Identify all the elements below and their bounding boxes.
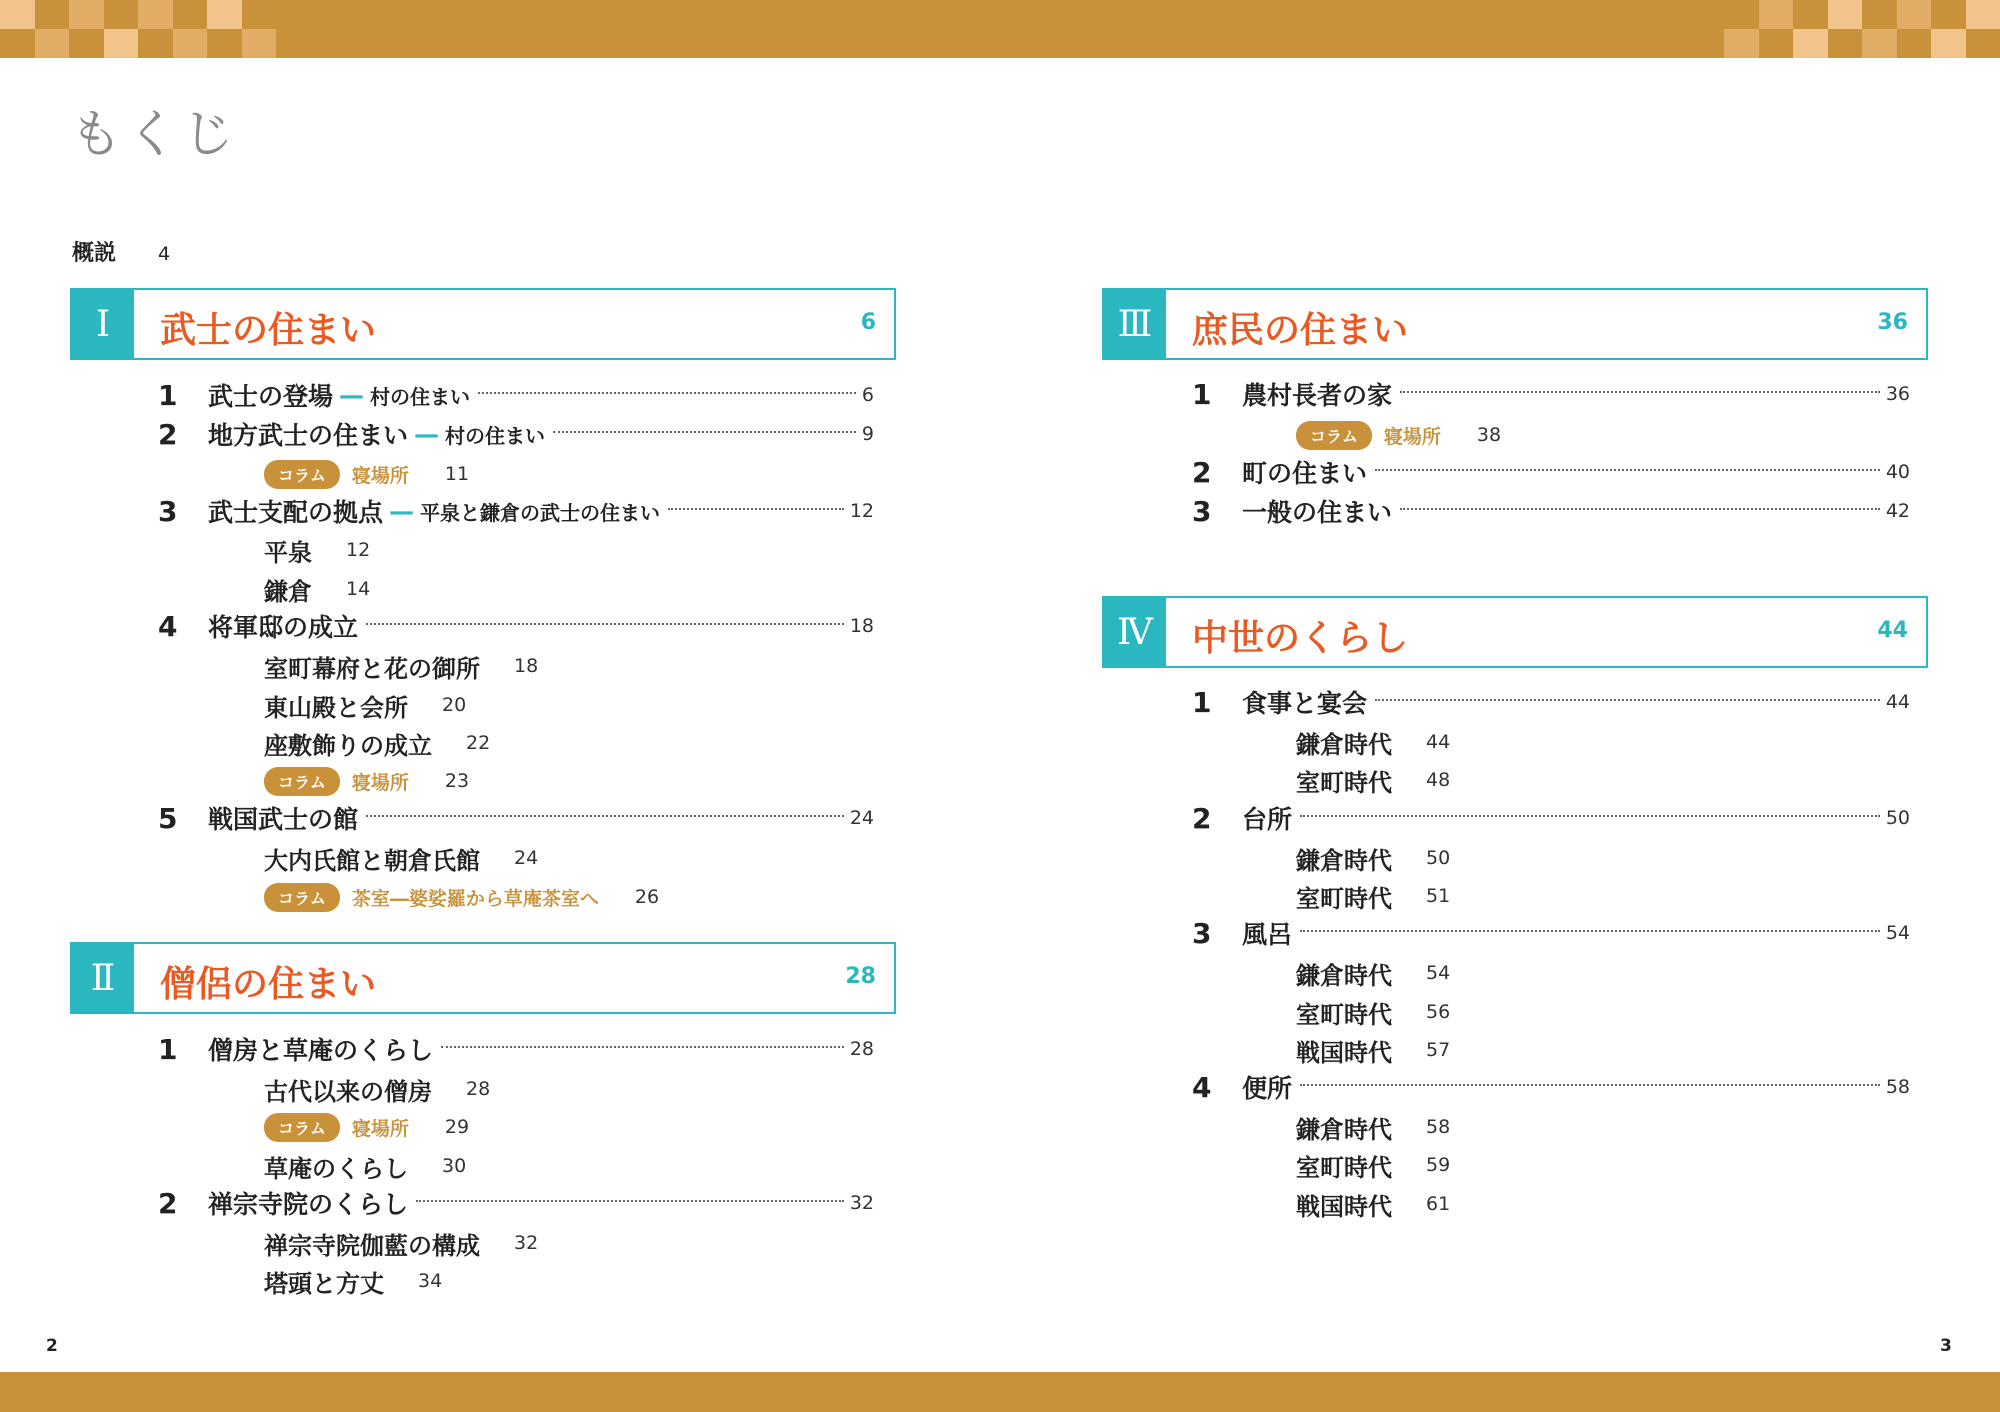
entry-title: 禅宗寺院のくらし xyxy=(208,1190,409,1219)
entry-title: 台所 xyxy=(1242,805,1293,834)
toc-subentry[interactable] xyxy=(264,688,466,722)
entry-title: 便所 xyxy=(1242,1074,1293,1103)
section-header-1[interactable] xyxy=(70,288,896,360)
toc-subentry[interactable] xyxy=(264,1149,466,1183)
column-title: 寝場所 xyxy=(1383,425,1441,448)
entry-number: 3 xyxy=(158,494,178,528)
subentry-title: 平泉 xyxy=(264,538,312,567)
toc-subentry[interactable] xyxy=(1296,1148,1450,1182)
entry-page: 18 xyxy=(849,615,874,637)
toc-entry[interactable] xyxy=(1192,377,1910,411)
toc-entry[interactable] xyxy=(1192,801,1910,835)
toc-entry[interactable] xyxy=(1192,494,1910,528)
dot-leader xyxy=(1300,930,1880,932)
column-entry[interactable] xyxy=(264,766,469,796)
subentry-title: 室町幕府と花の御所 xyxy=(264,654,480,683)
entry-number: 2 xyxy=(158,1186,178,1220)
section-page: 28 xyxy=(845,964,876,989)
entry-title: 概説 xyxy=(72,241,117,266)
subentry-title: 室町時代 xyxy=(1296,1000,1392,1029)
column-title: 寝場所 xyxy=(351,464,409,487)
subentry-title: 室町時代 xyxy=(1296,884,1392,913)
subentry-title: 鎌倉時代 xyxy=(1296,1115,1392,1144)
section-header-2[interactable] xyxy=(70,942,896,1014)
subentry-title: 室町時代 xyxy=(1296,768,1392,797)
column-page: 11 xyxy=(444,463,470,485)
column-title: 寝場所 xyxy=(351,771,409,794)
toc-subentry[interactable] xyxy=(1296,1187,1450,1221)
toc-subentry[interactable] xyxy=(264,533,370,567)
toc-subentry[interactable] xyxy=(1296,763,1450,797)
entry-page: 36 xyxy=(1885,383,1910,405)
subentry-page: 50 xyxy=(1426,847,1451,869)
entry-page: 9 xyxy=(861,423,874,445)
entry-number: 3 xyxy=(1192,916,1212,950)
section-title: 武士の住まい xyxy=(160,310,377,351)
entry-number: 5 xyxy=(158,801,178,835)
entry-number: 1 xyxy=(1192,377,1212,411)
subentry-page: 32 xyxy=(514,1232,539,1254)
dash-separator: — xyxy=(339,380,365,410)
subentry-page: 28 xyxy=(466,1078,491,1100)
section-number: Ⅲ xyxy=(1104,290,1166,358)
section-page: 44 xyxy=(1877,618,1908,643)
toc-subentry[interactable] xyxy=(264,726,490,760)
subentry-title: 鎌倉時代 xyxy=(1296,961,1392,990)
toc-subentry[interactable] xyxy=(264,1264,442,1298)
dot-leader xyxy=(1375,699,1880,701)
entry-number: 2 xyxy=(1192,801,1212,835)
dash-separator: — xyxy=(389,496,415,526)
column-entry[interactable] xyxy=(264,459,469,489)
entry-page: 44 xyxy=(1885,691,1910,713)
dot-leader xyxy=(478,392,856,394)
entry-page: 12 xyxy=(849,500,874,522)
subentry-title: 鎌倉 xyxy=(264,577,312,606)
subentry-page: 48 xyxy=(1426,769,1451,791)
section-number: Ⅱ xyxy=(72,944,134,1012)
toc-subentry[interactable] xyxy=(1296,1110,1450,1144)
entry-page: 32 xyxy=(849,1192,874,1214)
top-band xyxy=(0,0,2000,58)
subentry-page: 14 xyxy=(346,578,371,600)
entry-number: 4 xyxy=(158,609,178,643)
toc-subentry[interactable] xyxy=(1296,841,1450,875)
entry-number: 4 xyxy=(1192,1070,1212,1104)
column-badge: コラム xyxy=(264,767,340,796)
column-title: 寝場所 xyxy=(351,1117,409,1140)
subentry-page: 57 xyxy=(1426,1039,1451,1061)
subentry-title: 東山殿と会所 xyxy=(264,693,408,722)
subentry-page: 54 xyxy=(1426,962,1451,984)
column-badge: コラム xyxy=(264,460,340,489)
entry-title: 将軍邸の成立 xyxy=(208,613,359,642)
toc-subentry[interactable] xyxy=(1296,879,1450,913)
section-number: Ⅰ xyxy=(72,290,134,358)
dot-leader xyxy=(416,1200,844,1202)
bottom-band xyxy=(0,1372,2000,1412)
toc-entry[interactable] xyxy=(1192,685,1910,719)
dot-leader xyxy=(1400,391,1880,393)
entry-page: 40 xyxy=(1885,461,1910,483)
subentry-title: 鎌倉時代 xyxy=(1296,846,1392,875)
entry-page: 6 xyxy=(861,384,874,406)
toc-entry[interactable] xyxy=(158,378,874,412)
section-number: Ⅳ xyxy=(1104,598,1166,666)
toc-entry[interactable] xyxy=(158,1032,874,1066)
toc-subentry[interactable] xyxy=(1296,995,1450,1029)
toc-entry-gaisetsu[interactable] xyxy=(72,236,170,267)
toc-subentry[interactable] xyxy=(264,1226,538,1260)
section-title: 庶民の住まい xyxy=(1192,310,1409,351)
subentry-page: 12 xyxy=(346,539,371,561)
page-title: もくじ xyxy=(70,105,239,165)
entry-title: 風呂 xyxy=(1242,920,1293,949)
dash-separator: — xyxy=(414,419,440,449)
dot-leader xyxy=(553,431,856,433)
section-page: 36 xyxy=(1877,310,1908,335)
column-page: 29 xyxy=(444,1116,470,1138)
subentry-page: 24 xyxy=(514,847,539,869)
entry-title: 武士支配の拠点 xyxy=(208,498,384,527)
entry-title: 食事と宴会 xyxy=(1242,689,1368,718)
subentry-title: 室町時代 xyxy=(1296,1153,1392,1182)
subentry-title: 草庵のくらし xyxy=(264,1154,408,1183)
toc-subentry[interactable] xyxy=(264,1072,490,1106)
entry-number: 3 xyxy=(1192,494,1212,528)
section-header-3[interactable] xyxy=(1102,288,1928,360)
entry-title: 一般の住まい xyxy=(1242,498,1393,527)
subentry-page: 56 xyxy=(1426,1001,1451,1023)
entry-page: 42 xyxy=(1885,500,1910,522)
toc-entry[interactable] xyxy=(158,494,874,528)
subentry-page: 30 xyxy=(442,1155,467,1177)
dot-leader xyxy=(366,623,844,625)
entry-number: 2 xyxy=(158,417,178,451)
column-badge: コラム xyxy=(264,1113,340,1142)
page-number-right: 3 xyxy=(1940,1336,1952,1356)
dot-leader xyxy=(1400,508,1880,510)
toc-entry[interactable] xyxy=(158,417,874,451)
column-badge: コラム xyxy=(264,883,340,912)
entry-number: 1 xyxy=(158,378,178,412)
subentry-page: 22 xyxy=(466,732,491,754)
toc-entry[interactable] xyxy=(158,801,874,835)
section-page: 6 xyxy=(860,310,876,335)
entry-number: 2 xyxy=(1192,455,1212,489)
entry-number: 1 xyxy=(1192,685,1212,719)
toc-entry[interactable] xyxy=(158,609,874,643)
column-entry[interactable] xyxy=(264,882,659,912)
dot-leader xyxy=(366,815,844,817)
entry-subtitle: 平泉と鎌倉の武士の住まい xyxy=(420,500,661,525)
subentry-page: 58 xyxy=(1426,1116,1451,1138)
dot-leader xyxy=(1300,815,1880,817)
subentry-title: 戦国時代 xyxy=(1296,1038,1392,1067)
toc-entry[interactable] xyxy=(158,1186,874,1220)
dot-leader xyxy=(1300,1084,1880,1086)
column-entry[interactable] xyxy=(264,1112,469,1142)
section-title: 僧侶の住まい xyxy=(160,964,377,1005)
toc-entry[interactable] xyxy=(1192,455,1910,489)
toc-subentry[interactable] xyxy=(1296,956,1450,990)
subentry-title: 鎌倉時代 xyxy=(1296,730,1392,759)
dot-leader xyxy=(441,1046,844,1048)
entry-page: 54 xyxy=(1885,922,1910,944)
entry-page: 58 xyxy=(1885,1076,1910,1098)
section-title: 中世のくらし xyxy=(1192,618,1409,659)
dot-leader xyxy=(668,508,844,510)
toc-subentry[interactable] xyxy=(264,572,370,606)
column-entry[interactable] xyxy=(1296,420,1501,450)
entry-title: 町の住まい xyxy=(1242,459,1368,488)
entry-title: 地方武士の住まい xyxy=(208,421,409,450)
entry-page: 28 xyxy=(849,1038,874,1060)
subentry-title: 塔頭と方丈 xyxy=(264,1269,384,1298)
column-badge: コラム xyxy=(1296,421,1372,450)
subentry-title: 座敷飾りの成立 xyxy=(264,731,432,760)
toc-subentry[interactable] xyxy=(1296,725,1450,759)
column-title: 茶室―婆娑羅から草庵茶室へ xyxy=(351,887,599,910)
checker-pattern-left xyxy=(0,0,276,58)
entry-page: 24 xyxy=(849,807,874,829)
subentry-title: 禅宗寺院伽藍の構成 xyxy=(264,1231,480,1260)
entry-subtitle: 村の住まい xyxy=(370,384,471,409)
subentry-page: 61 xyxy=(1426,1193,1451,1215)
subentry-title: 戦国時代 xyxy=(1296,1192,1392,1221)
column-page: 26 xyxy=(634,886,660,908)
entry-title: 武士の登場 xyxy=(208,382,334,411)
entry-number: 1 xyxy=(158,1032,178,1066)
subentry-page: 51 xyxy=(1426,885,1451,907)
entry-page: 50 xyxy=(1885,807,1910,829)
checker-pattern-right xyxy=(1724,0,2000,58)
subentry-page: 20 xyxy=(442,694,467,716)
column-page: 38 xyxy=(1476,424,1502,446)
toc-subentry[interactable] xyxy=(264,841,538,875)
toc-entry[interactable] xyxy=(1192,1070,1910,1104)
entry-title: 農村長者の家 xyxy=(1242,381,1393,410)
subentry-title: 大内氏館と朝倉氏館 xyxy=(264,846,480,875)
dot-leader xyxy=(1375,469,1880,471)
entry-title: 僧房と草庵のくらし xyxy=(208,1036,434,1065)
toc-subentry[interactable] xyxy=(1296,1033,1450,1067)
subentry-title: 古代以来の僧房 xyxy=(264,1077,432,1106)
entry-title: 戦国武士の館 xyxy=(208,805,359,834)
subentry-page: 44 xyxy=(1426,731,1451,753)
toc-subentry[interactable] xyxy=(264,649,538,683)
page-number-left: 2 xyxy=(46,1336,58,1356)
subentry-page: 59 xyxy=(1426,1154,1451,1176)
entry-subtitle: 村の住まい xyxy=(445,423,546,448)
section-header-4[interactable] xyxy=(1102,596,1928,668)
column-page: 23 xyxy=(444,770,470,792)
subentry-page: 34 xyxy=(418,1270,443,1292)
toc-entry[interactable] xyxy=(1192,916,1910,950)
entry-page: 4 xyxy=(158,243,171,265)
subentry-page: 18 xyxy=(514,655,539,677)
